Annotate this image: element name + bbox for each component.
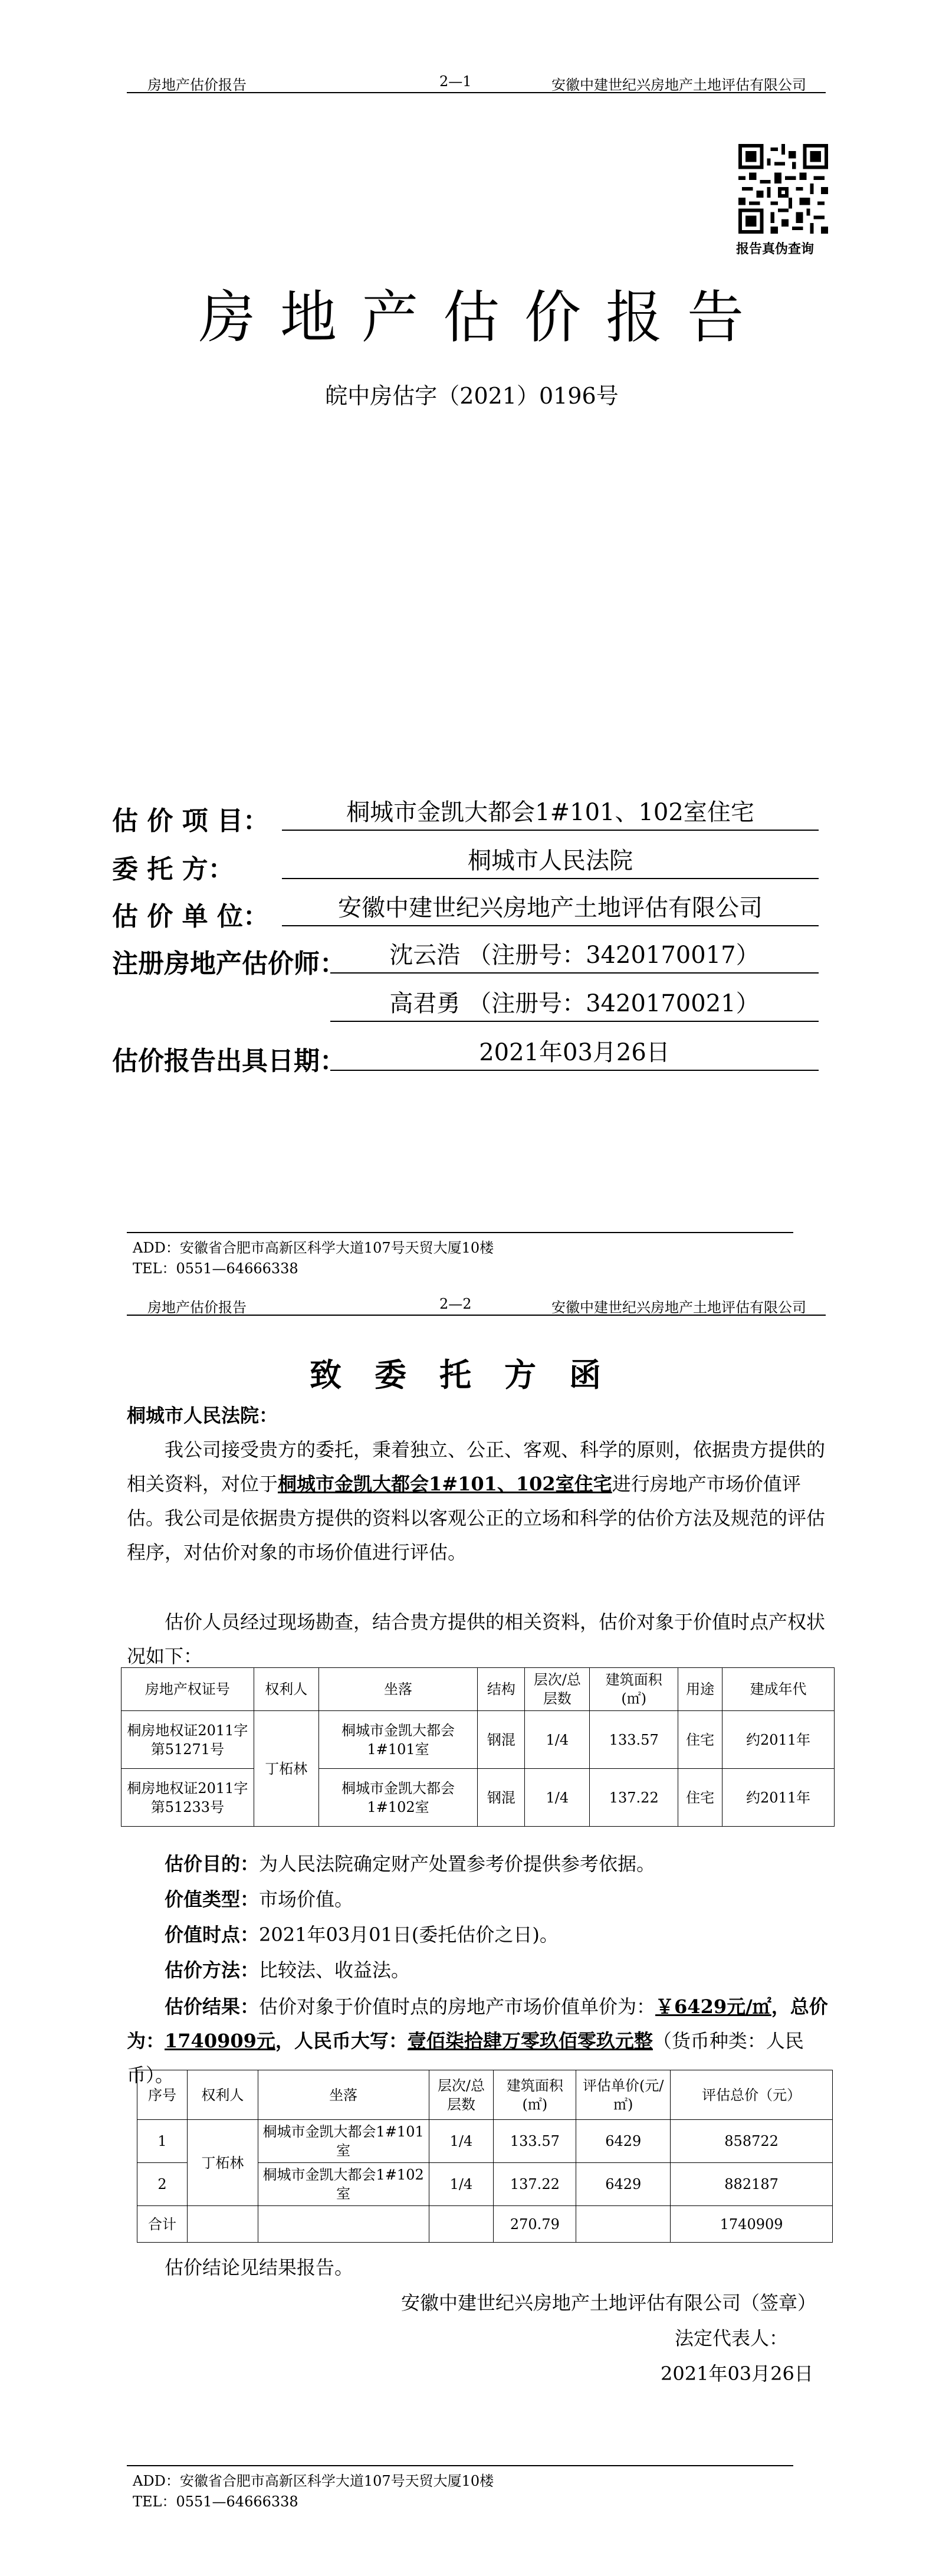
table1-header-area: 建筑面积(㎡): [590, 1668, 678, 1711]
date-value: 2021年03月26日: [330, 1037, 819, 1071]
table2-header-total: 评估总价（元）: [671, 2070, 833, 2120]
table1-header-location: 坐落: [318, 1668, 478, 1711]
page2-header-left: 房地产估价报告: [147, 1299, 247, 1316]
paragraph-2: 估价人员经过现场勘查，结合贵方提供的相关资料，估价对象于价值时点产权状况如下：: [127, 1611, 826, 1667]
letter-title: 致委托方函: [310, 1356, 634, 1394]
table2-header-no: 序号: [137, 2070, 188, 2120]
qr-caption: 报告真伪查询: [736, 241, 815, 257]
grand-total: 1740909: [671, 2206, 833, 2243]
project-label: 估 价 项 目：: [112, 806, 269, 836]
page2-header-right: 安徽中建世纪兴房地产土地评估有限公司: [551, 1299, 806, 1316]
owner-name: 丁柘林: [254, 1711, 318, 1827]
value-time-line: [165, 1918, 559, 1952]
value-time-label: 价值时点：: [165, 1923, 260, 1946]
floor: 1/4: [429, 2120, 494, 2163]
area: 133.57: [494, 2120, 576, 2163]
floor: 1/4: [525, 1711, 590, 1769]
table2-header-unit-price: 评估单价(元/㎡): [576, 2070, 671, 2120]
property-rights-table: [121, 1667, 835, 1827]
empty-cell: [258, 2206, 429, 2243]
total-value: 882187: [671, 2163, 833, 2206]
page1-header-rule: [127, 92, 826, 93]
page1-footer-address: ADD：安徽省合肥市高新区科学大道107号天贸大厦10楼: [133, 1240, 494, 1256]
total-area: 270.79: [494, 2206, 576, 2243]
result-text-d: （货币种类：人民币）。: [127, 2030, 804, 2086]
total-value: 858722: [671, 2120, 833, 2163]
total-label: 合计: [137, 2206, 188, 2243]
table-row-total: [137, 2206, 833, 2243]
legal-representative: 法定代表人：: [675, 2327, 789, 2349]
structure: 钢混: [478, 1711, 525, 1769]
paragraph-1-text-c: 进行房地产市场价值评估。我公司是依据贵方提供的资料以客观公正的立场和科学的估价方法及规范的评估程序，对估价对象的市场价值进行评估。: [127, 1473, 826, 1564]
location: 桐城市金凯大都会1#101室: [318, 1711, 478, 1769]
unit-label: 估 价 单 位：: [112, 902, 269, 932]
unit-price: ￥6429元/㎡: [655, 1995, 771, 2018]
table2-header-area: 建筑面积(㎡): [494, 2070, 576, 2120]
purpose-label: 估价目的：: [165, 1853, 260, 1875]
page2-footer-tel: TEL：0551—64666338: [133, 2493, 298, 2510]
build-year: 约2011年: [722, 1769, 835, 1827]
client-value: 桐城市人民法院: [282, 845, 819, 879]
location: 桐城市金凯大都会1#102室: [318, 1769, 478, 1827]
client-label: 委 托 方：: [112, 854, 234, 884]
table-row: [137, 2120, 833, 2163]
result-label: 估价结果：: [165, 1995, 260, 2018]
table1-header-structure: 结构: [478, 1668, 525, 1711]
report-title: 房地产估价报告: [199, 284, 768, 350]
document-number: 皖中房估字（2021）0196号: [325, 383, 619, 409]
floor: 1/4: [429, 2163, 494, 2206]
value-type-value: 市场价值。: [259, 1888, 354, 1910]
total-price: 1740909元: [165, 2030, 275, 2052]
project-value: 桐城市金凯大都会1#101、102室住宅: [282, 797, 819, 831]
property-name: 桐城市金凯大都会1#101、102室住宅: [278, 1473, 612, 1495]
page1-header-left: 房地产估价报告: [147, 77, 247, 93]
page1-footer-rule: [127, 1232, 793, 1233]
salutation: 桐城市人民法院：: [127, 1404, 278, 1427]
empty-cell: [187, 2206, 258, 2243]
result-text-b: ，总价为：: [127, 1995, 828, 2052]
value-time-value: 2021年03月01日(委托估价之日)。: [259, 1923, 559, 1946]
area: 137.22: [590, 1769, 678, 1827]
page1-footer-tel: TEL：0551—64666338: [133, 1260, 298, 1277]
floor: 1/4: [525, 1769, 590, 1827]
method-label: 估价方法：: [165, 1959, 260, 1981]
table2-header-owner: 权利人: [187, 2070, 258, 2120]
result-text-a: 估价对象于价值时点的房地产市场价值单价为：: [259, 1995, 656, 2018]
purpose-value: 为人民法院确定财产处置参考价提供参考依据。: [259, 1853, 656, 1875]
area: 137.22: [494, 2163, 576, 2206]
table1-header-year: 建成年代: [722, 1668, 835, 1711]
paragraph-1: [127, 1433, 835, 1569]
date-label: 估价报告出具日期：: [112, 1046, 346, 1076]
company-signature: 安徽中建世纪兴房地产土地评估有限公司（签章）: [401, 2292, 817, 2314]
cert-number: 桐房地权证2011字第51271号: [121, 1711, 254, 1769]
value-type-line: [165, 1882, 353, 1916]
page1-header-right: 安徽中建世纪兴房地产土地评估有限公司: [551, 77, 806, 93]
cert-number: 桐房地权证2011字第51233号: [121, 1769, 254, 1827]
table2-header-floor: 层次/总层数: [429, 2070, 494, 2120]
area: 133.57: [590, 1711, 678, 1769]
row-number: 1: [137, 2120, 188, 2163]
result-text-c: ，人民币大写：: [275, 2030, 408, 2052]
table1-header-floor: 层次/总层数: [525, 1668, 590, 1711]
conclusion-note: 估价结论见结果报告。: [165, 2256, 354, 2279]
appraiser-label: 注册房地产估价师：: [112, 949, 346, 979]
location: 桐城市金凯大都会1#102室: [258, 2163, 429, 2206]
valuation-result-table: [137, 2070, 833, 2243]
empty-cell: [429, 2206, 494, 2243]
total-price-words: 壹佰柒拾肆万零玖佰零玖元整: [407, 2030, 653, 2052]
table-row: [121, 1769, 835, 1827]
table-row: [121, 1711, 835, 1769]
table2-header-location: 坐落: [258, 2070, 429, 2120]
unit-price: 6429: [576, 2163, 671, 2206]
qr-code-icon: [738, 144, 828, 234]
empty-cell: [576, 2206, 671, 2243]
page2-header-center: 2—2: [439, 1296, 472, 1312]
use: 住宅: [678, 1711, 722, 1769]
use: 住宅: [678, 1769, 722, 1827]
table1-header-cert: 房地产权证号: [121, 1668, 254, 1711]
build-year: 约2011年: [722, 1711, 835, 1769]
unit-value: 安徽中建世纪兴房地产土地评估有限公司: [282, 892, 819, 926]
paragraph-1-text-a: 我公司接受贵方的委托，秉着独立、公正、客观、科学的原则，依据贵方提供的相关资料，对位于: [127, 1438, 826, 1495]
signature-date: 2021年03月26日: [661, 2362, 813, 2385]
method-line: [165, 1953, 410, 1987]
table1-header-owner: 权利人: [254, 1668, 318, 1711]
method-value: 比较法、收益法。: [259, 1959, 410, 1981]
row-number: 2: [137, 2163, 188, 2206]
owner-name: 丁柘林: [187, 2120, 258, 2206]
page2-footer-rule: [127, 2465, 793, 2466]
unit-price: 6429: [576, 2120, 671, 2163]
purpose-line: [165, 1847, 655, 1881]
page2-footer-address: ADD：安徽省合肥市高新区科学大道107号天贸大厦10楼: [133, 2473, 494, 2489]
appraiser-1: 沈云浩 （注册号：3420170017）: [330, 939, 819, 974]
table1-header-use: 用途: [678, 1668, 722, 1711]
location: 桐城市金凯大都会1#101室: [258, 2120, 429, 2163]
page2-header-rule: [127, 1315, 826, 1316]
page1-header-center: 2—1: [439, 73, 472, 90]
appraiser-2: 高君勇 （注册号：3420170021）: [330, 988, 819, 1022]
value-type-label: 价值类型：: [165, 1888, 260, 1910]
structure: 钢混: [478, 1769, 525, 1827]
